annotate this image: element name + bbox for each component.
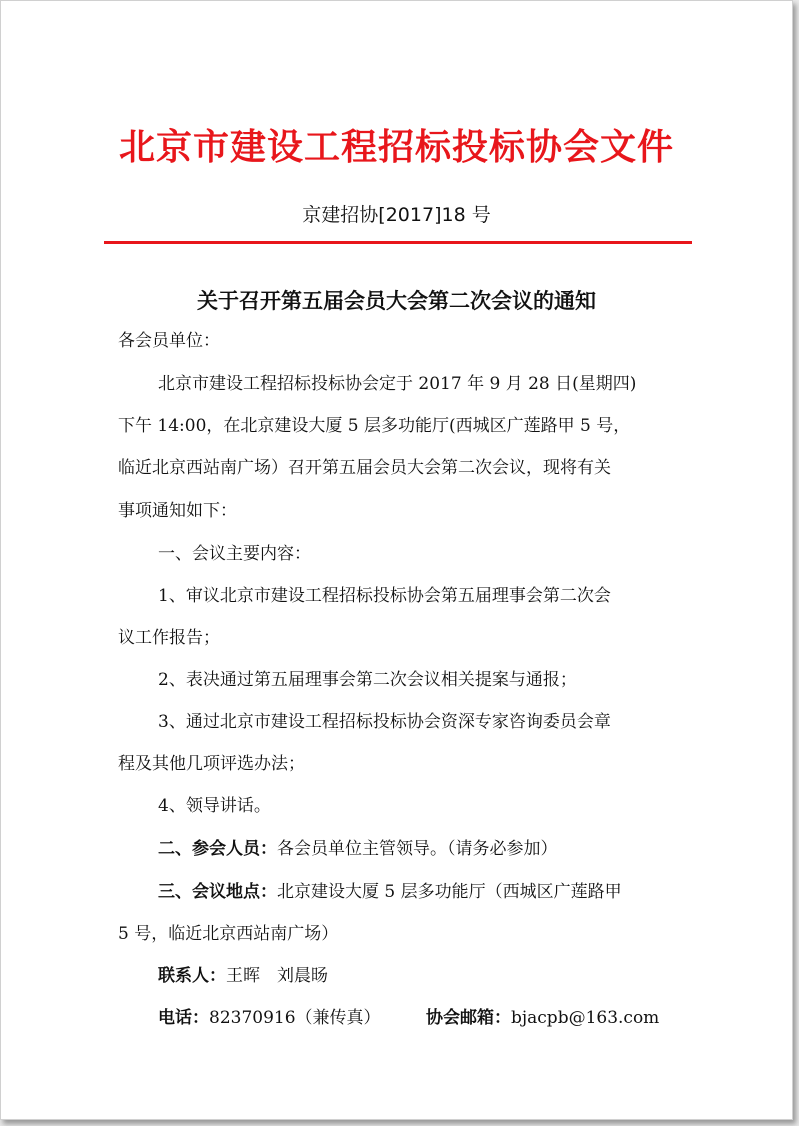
item1-line: 议工作报告； xyxy=(118,628,220,648)
section1-heading: 一、会议主要内容： xyxy=(158,544,311,564)
section3-label: 三、会议地点： xyxy=(158,882,277,902)
org-title: 北京市建设工程招标投标协会文件 xyxy=(118,127,674,168)
section3-continuation: 5 号，临近北京西站南广场） xyxy=(118,924,339,944)
email-value: bjacpb@163.com xyxy=(511,1008,660,1028)
item3-line: 程及其他几项评选办法； xyxy=(118,754,305,774)
notice-title: 关于召开第五届会员大会第二次会议的通知 xyxy=(197,289,596,313)
section3 xyxy=(158,877,622,902)
email xyxy=(426,1003,659,1028)
item2: 2、表决通过第五届理事会第二次会议相关提案与通报； xyxy=(158,670,577,690)
intro-line: 事项通知如下： xyxy=(118,501,237,521)
phone-value: 82370916（兼传真） xyxy=(209,1008,381,1028)
phone-label: 电话： xyxy=(158,1008,209,1028)
item3-line: 3、通过北京市建设工程招标投标协会资深专家咨询委员会章 xyxy=(158,712,611,732)
contact xyxy=(158,961,328,986)
contact-label: 联系人： xyxy=(158,966,226,986)
intro-line: 北京市建设工程招标投标协会定于 2017 年 9 月 28 日(星期四) xyxy=(158,374,637,394)
document-number: 京建招协[2017]18 号 xyxy=(302,204,491,226)
intro-line: 下午 14:00，在北京建设大厦 5 层多功能厅(西城区广莲路甲 5 号， xyxy=(118,416,631,436)
section2-label: 二、参会人员： xyxy=(158,839,277,859)
contact-names: 王晖 刘晨旸 xyxy=(226,966,328,986)
email-label: 协会邮箱： xyxy=(426,1008,511,1028)
salutation: 各会员单位： xyxy=(118,331,220,351)
intro-line: 临近北京西站南广场）召开第五届会员大会第二次会议，现将有关 xyxy=(118,458,611,478)
item1-line: 1、审议北京市建设工程招标投标协会第五届理事会第二次会 xyxy=(158,586,611,606)
section2 xyxy=(158,834,558,859)
item4: 4、领导讲话。 xyxy=(158,796,271,816)
red-divider xyxy=(104,241,692,244)
phone xyxy=(158,1003,381,1028)
section2-text: 各会员单位主管领导。（请务必参加） xyxy=(277,839,558,859)
section3-text: 北京建设大厦 5 层多功能厅（西城区广莲路甲 xyxy=(277,882,622,902)
